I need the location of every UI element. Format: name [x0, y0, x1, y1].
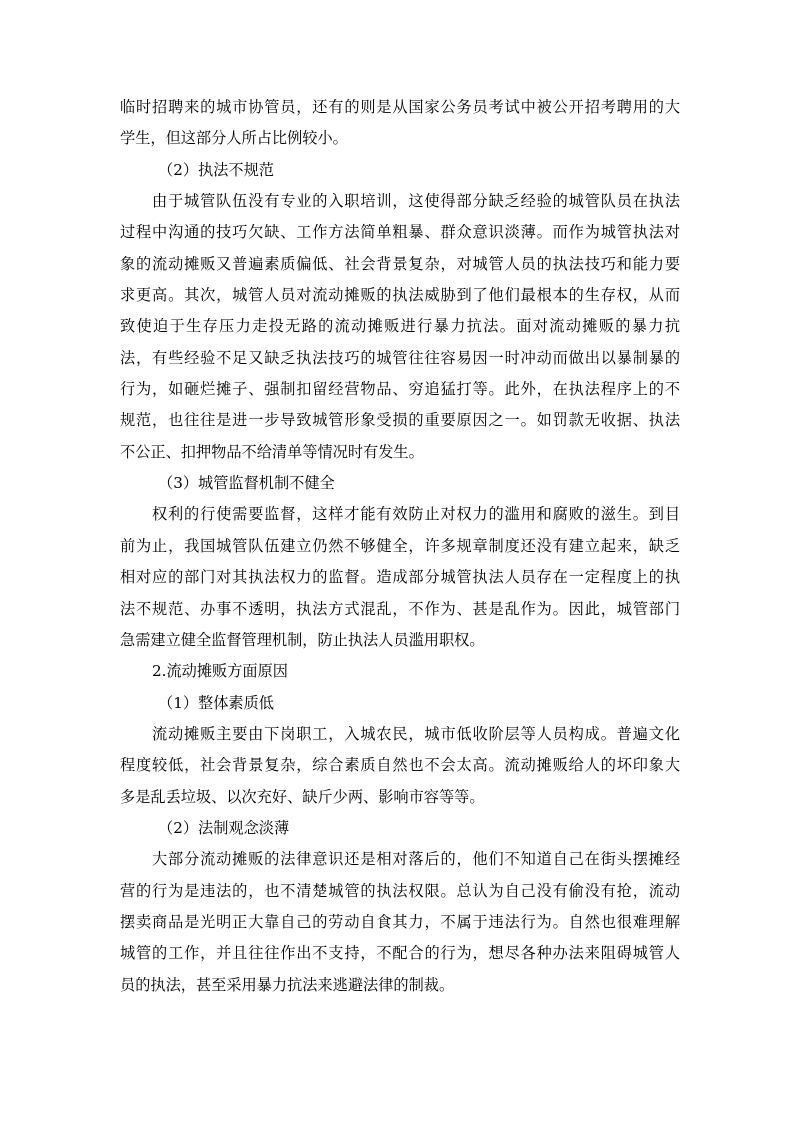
paragraph-line: 急需建立健全监督管理机制，防止执法人员滥用职权。	[120, 630, 485, 649]
paragraph-line: 学生，但这部分人所占比例较小。	[120, 129, 348, 148]
paragraph-line: 营的行为是违法的，也不清楚城管的执法权限。总认为自己没有偷没有抢，流动	[120, 881, 680, 900]
paragraph-line: 前为止，我国城管队伍建立仍然不够健全，许多规章制度还没有建立起来，缺乏	[120, 536, 680, 555]
paragraph-line: 致使迫于生存压力走投无路的流动摊贩进行暴力抗法。面对流动摊贩的暴力抗	[120, 317, 680, 336]
section-heading: （2）执法不规范	[158, 160, 274, 179]
paragraph-line: 相对应的部门对其执法权力的监督。造成部分城管执法人员存在一定程度上的执	[120, 568, 680, 587]
paragraph-line: 由于城管队伍没有专业的入职培训，这使得部分缺乏经验的城管队员在执法	[152, 192, 680, 211]
section-heading: （1）整体素质低	[158, 693, 274, 712]
section-heading: （2）法制观念淡薄	[158, 818, 290, 837]
paragraph-line: 城管的工作，并且往往作出不支持，不配合的行为，想尽各种办法来阻碍城管人	[120, 944, 680, 963]
paragraph-line: 象的流动摊贩又普遍素质偏低、社会背景复杂，对城管人员的执法技巧和能力要	[120, 254, 680, 273]
paragraph-line: 员的执法，甚至采用暴力抗法来逃避法律的制裁。	[120, 975, 455, 994]
paragraph-line: 行为，如砸烂摊子、强制扣留经营物品、穷追猛打等。此外，在执法程序上的不	[120, 380, 680, 399]
paragraph-line: 求更高。其次，城管人员对流动摊贩的执法威胁到了他们最根本的生存权，从而	[120, 286, 680, 305]
paragraph-line: 规范，也往往是进一步导致城管形象受损的重要原因之一。如罚款无收据、执法	[120, 411, 680, 430]
section-heading: （3）城管监督机制不健全	[158, 474, 335, 493]
paragraph-line: 程度较低，社会背景复杂，综合素质自然也不会太高。流动摊贩给人的坏印象大	[120, 756, 680, 775]
paragraph-line: 过程中沟通的技巧欠缺、工作方法简单粗暴、群众意识淡薄。而作为城管执法对	[120, 223, 680, 242]
paragraph-line: 摆卖商品是光明正大靠自己的劳动自食其力，不属于违法行为。自然也很难理解	[120, 912, 680, 931]
section-heading: 2.流动摊贩方面原因	[152, 662, 288, 681]
paragraph-line: 多是乱丢垃圾、以次充好、缺斤少两、影响市容等等。	[120, 787, 485, 806]
paragraph-line: 流动摊贩主要由下岗职工，入城农民，城市低收阶层等人员构成。普遍文化	[152, 724, 680, 743]
paragraph-line: 临时招聘来的城市协管员，还有的则是从国家公务员考试中被公开招考聘用的大	[120, 98, 680, 116]
paragraph-line: 法，有些经验不足又缺乏执法技巧的城管往往容易因一时冲动而做出以暴制暴的	[120, 348, 680, 367]
paragraph-line: 不公正、扣押物品不给清单等情况时有发生。	[120, 442, 424, 461]
paragraph-line: 权利的行使需要监督，这样才能有效防止对权力的滥用和腐败的滋生。到目	[152, 505, 680, 524]
paragraph-line: 法不规范、办事不透明，执法方式混乱，不作为、甚是乱作为。因此，城管部门	[120, 599, 680, 618]
document-body	[120, 92, 680, 1001]
paragraph-line: 大部分流动摊贩的法律意识还是相对落后的，他们不知道自己在街头摆摊经	[152, 850, 680, 869]
